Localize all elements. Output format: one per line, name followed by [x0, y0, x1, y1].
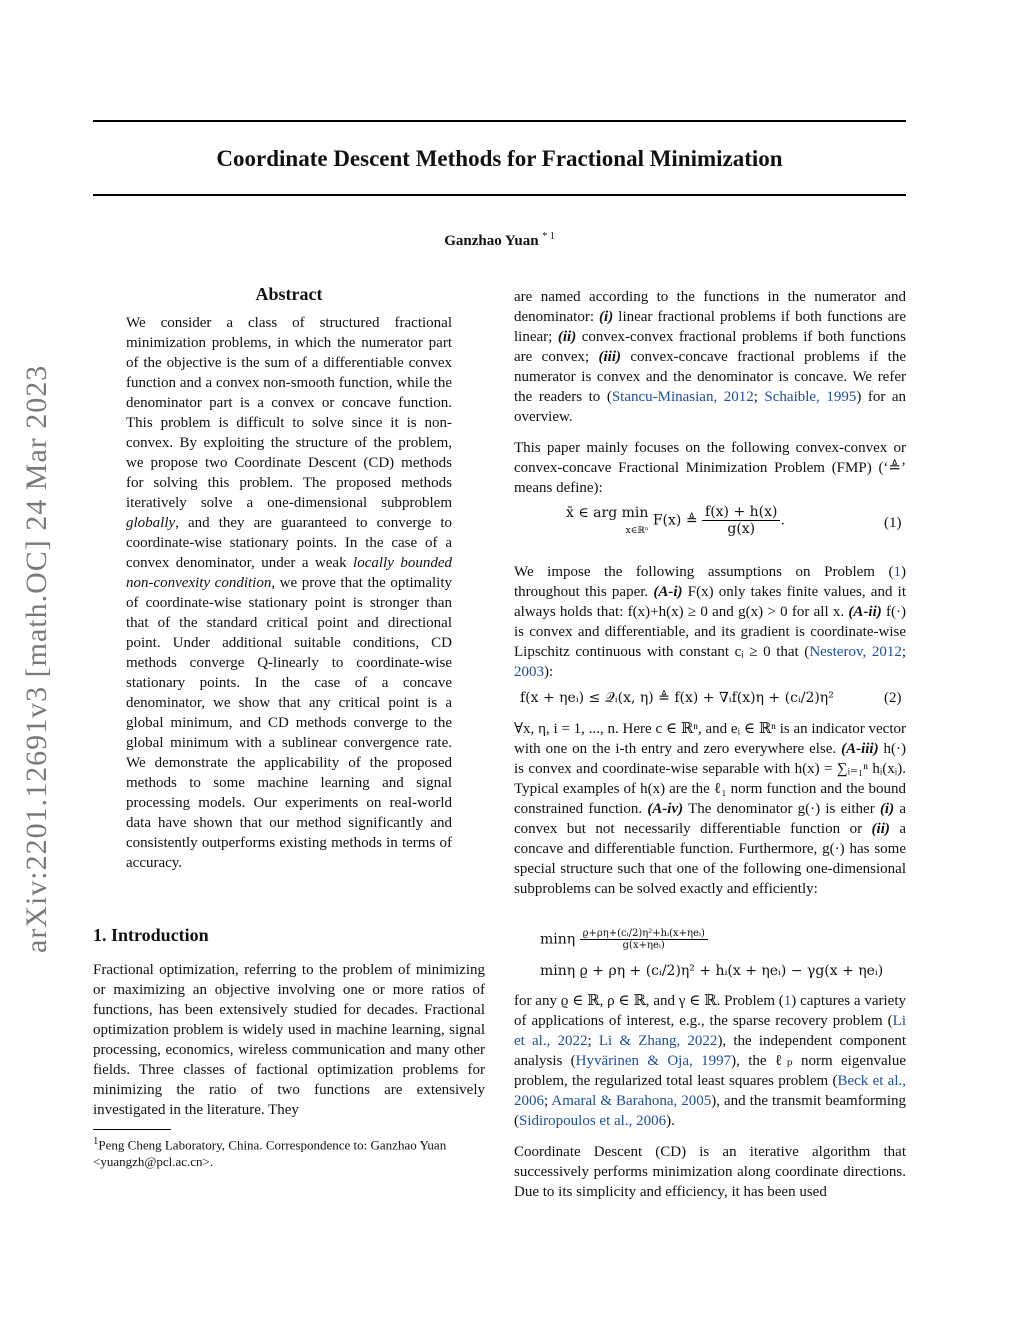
paper-title: Coordinate Descent Methods for Fractional Minimization — [216, 146, 783, 171]
p4-a: ∀x, η, i = 1, ..., n. Here c ∈ ℝⁿ, and eᵢ ∈ ℝⁿ is an indicator vector with one on the i-th entry and zero everywhere else. — [514, 721, 906, 757]
arxiv-stamp: arXiv:2201.12691v3 [math.OC] 24 Mar 2023 — [20, 364, 53, 953]
p6-text: Coordinate Descent (CD) is an iterative algorithm that successively performs minimization along coordinate directions. Due to its simplicity and efficiency, it has been used — [514, 1144, 906, 1200]
equation-1 — [566, 504, 785, 537]
p1-c: convex-convex fractional problems if both functions are convex; — [514, 329, 906, 365]
ref-sidiropoulos[interactable]: Sidiropoulos et al., 2006 — [519, 1113, 667, 1129]
p3-sep: ; — [901, 644, 906, 660]
ref-stancu[interactable]: Stancu-Minasian, 2012 — [611, 389, 754, 405]
p3-aii: (A-ii) — [848, 604, 882, 620]
p1-b: linear fractional problems if both functions are linear; — [514, 309, 907, 345]
p1-e: ) for an overview. — [514, 389, 906, 425]
sub1-denominator: g(x+ηeᵢ) — [622, 940, 665, 951]
sub1-min: minη — [540, 931, 576, 948]
p5-c: ), the independent component analysis ( — [514, 1033, 906, 1069]
p4-ii: (ii) — [871, 821, 890, 837]
right-para-5 — [514, 991, 906, 1131]
p3-e: ): — [544, 664, 554, 680]
ref-li-zhang[interactable]: Li & Zhang, 2022 — [598, 1033, 718, 1049]
author-marks: * 1 — [542, 231, 555, 242]
p1-ii: (ii) — [557, 329, 577, 345]
right-para-6 — [514, 1142, 906, 1202]
abstract-text-c: , we prove that the optimality of coordinate-wise stationary point is stronger than that of the standard critical point and directional point. Under additional suitable conditions, CD methods converge Q-linearly to coordinate-wise stationary points. In the case of a concave denominator, we show that any critical point is a global minimum, and CD methods converge to the global minimum with a sublinear convergence rate. We demonstrate the applicability of the proposed methods to some machine learning and signal processing models. Our experiments on real-world data have shown that our method significantly and consistently outperforms existing methods in terms of accuracy. — [126, 575, 453, 871]
ref-hyvarinen[interactable]: Hyvärinen & Oja, 1997 — [575, 1053, 732, 1069]
author-name: Ganzhao Yuan — [444, 233, 539, 249]
p1-a: are named according to the functions in the numerator and denominator: — [514, 289, 906, 325]
p1-d: convex-concave fractional problems if the numerator is convex and the denominator is concave. We refer the readers to ( — [514, 349, 906, 405]
p5-a: for any ϱ ∈ ℝ, ρ ∈ ℝ, and γ ∈ ℝ. Problem ( — [514, 993, 784, 1009]
author-line — [93, 231, 906, 250]
abstract-lbnc: locally bounded non-convexity condition — [126, 555, 452, 591]
ref-li-2022[interactable]: Li et al., 2022 — [514, 1013, 906, 1049]
ref-nesterov-2012[interactable]: Nesterov, 2012 — [809, 644, 902, 660]
p3-d: f(·) is convex and differentiable, and its gradient is coordinate-wise Lipschitz continuous with constant cᵢ ≥ 0 that ( — [514, 604, 907, 660]
ref-nesterov-2003[interactable]: 2003 — [514, 664, 544, 680]
p3-b: ) throughout this paper. — [514, 564, 906, 600]
p4-e: a concave and differentiable function. Furthermore, g(·) has some special structure such that one of the following one-dimensional subproblems can be solved exactly and efficiently: — [514, 821, 906, 897]
right-para-3 — [514, 562, 906, 682]
title-top-rule — [93, 120, 906, 122]
subproblem-2: minη ϱ + ρη + (cᵢ/2)η² + hᵢ(x + ηeᵢ) − γg(x + ηeᵢ) — [540, 963, 884, 979]
title-bottom-rule — [93, 194, 906, 196]
p1-i: (i) — [599, 309, 614, 325]
eq1-sub: x∈ℝⁿ — [625, 525, 649, 536]
sub1-frac — [580, 928, 708, 951]
p2-text: This paper mainly focuses on the following convex-convex or convex-concave Fractional Minimization Problem (FMP) (‘≜’ means define): — [514, 440, 906, 496]
sub1-numerator: ϱ+ρη+(cᵢ/2)η²+hᵢ(x+ηeᵢ) — [580, 928, 708, 940]
p4-i: (i) — [879, 801, 895, 817]
ref-eq1-b[interactable]: 1 — [783, 993, 792, 1009]
eq1-frac — [702, 504, 780, 537]
p3-a: We impose the following assumptions on Problem ( — [514, 564, 894, 580]
abstract-text-a: We consider a class of structured fractional minimization problems, in which the numerator part of the objective is the sum of a differentiable convex function and a convex non-smooth function, while the denominator part is a convex or concave function. This problem is difficult to solve since it is non-convex. By exploiting the structure of the problem, we propose two Coordinate Descent (CD) methods for solving this problem. The proposed methods iteratively solve a one-dimensional subproblem — [126, 315, 452, 511]
abstract-globally: globally — [126, 515, 176, 531]
eq1-F: F(x) ≜ — [652, 512, 698, 529]
abstract-heading: Abstract — [255, 284, 323, 304]
intro-body — [93, 960, 485, 1120]
p1-sep: ; — [753, 389, 765, 405]
equation-2-number: (2) — [884, 690, 902, 706]
eq1-numerator: f(x) + h(x) — [702, 504, 780, 521]
p3-c: F(x) only takes finite values, and it always holds that: f(x)+h(x) ≥ 0 and g(x) > 0 for all x. — [514, 584, 906, 620]
footnote-text: Peng Cheng Laboratory, China. Correspondence to: Ganzhao Yuan <yuangzh@pcl.ac.cn>. — [93, 1137, 447, 1170]
p5-e: ), and the transmit beamforming ( — [514, 1093, 907, 1129]
p3-ai: (A-i) — [653, 584, 683, 600]
footnote-rule — [93, 1129, 171, 1130]
p5-f: ). — [666, 1113, 675, 1129]
subproblem-1 — [540, 928, 708, 951]
footnote-mark: 1 — [93, 1135, 99, 1147]
p4-c: The denominator g(·) is either — [683, 801, 880, 817]
equation-2: f(x + ηeᵢ) ≤ 𝒬ᵢ(x, η) ≜ f(x) + ∇ᵢf(x)η + (cᵢ/2)η² — [520, 690, 834, 706]
p4-d: a convex but not necessarily differentiable function or — [514, 801, 906, 837]
ref-amaral[interactable]: Amaral & Barahona, 2005 — [551, 1093, 712, 1109]
p5-d: ), the ℓₚ norm eigenvalue problem, the regularized total least squares problem ( — [514, 1053, 906, 1089]
eq1-denominator: g(x) — [727, 521, 756, 537]
p4-aiii: (A-iii) — [841, 741, 879, 757]
right-para-1 — [514, 287, 906, 427]
abstract-body — [126, 313, 452, 873]
footnote — [93, 1133, 485, 1170]
p5-sep2: ; — [544, 1093, 552, 1109]
abstract-text-b: , and they are guaranteed to converge to coordinate-wise stationary points. In the case of a convex denominator, under a weak — [126, 515, 452, 571]
equation-1-number: (1) — [884, 515, 902, 531]
p5-b: ) captures a variety of applications of interest, e.g., the sparse recovery problem ( — [514, 993, 906, 1029]
intro-text: Fractional optimization, referring to the problem of minimizing or maximizing an objective involving one or more ratios of functions, has been extensively studied for decades. Fractional optimization problem is widely used in machine learning, signal processing, economics, wireless communication and many other fields. Three classes of factional optimization problems for minimizing the ratio of two functions are extensively investigated in the literature. They — [93, 962, 485, 1118]
p4-aiv: (A-iv) — [647, 801, 684, 817]
right-para-2 — [514, 438, 906, 498]
ref-eq1[interactable]: 1 — [893, 564, 901, 580]
right-para-4 — [514, 719, 906, 899]
ref-beck[interactable]: Beck et al., 2006 — [514, 1073, 906, 1109]
intro-heading: 1. Introduction — [93, 925, 209, 945]
eq1-end: . — [780, 512, 785, 529]
p5-sep1: ; — [587, 1033, 599, 1049]
p4-b: h(·) is convex and coordinate-wise separable with h(x) = ∑ᵢ₌₁ⁿ hᵢ(xᵢ). Typical examples of h(x) are the ℓ₁ norm function and the bound constrained function. — [514, 741, 906, 817]
p1-iii: (iii) — [598, 349, 621, 365]
ref-schaible[interactable]: Schaible, 1995 — [764, 389, 857, 405]
eq1-lhs: x̄ ∈ arg min — [566, 504, 649, 521]
